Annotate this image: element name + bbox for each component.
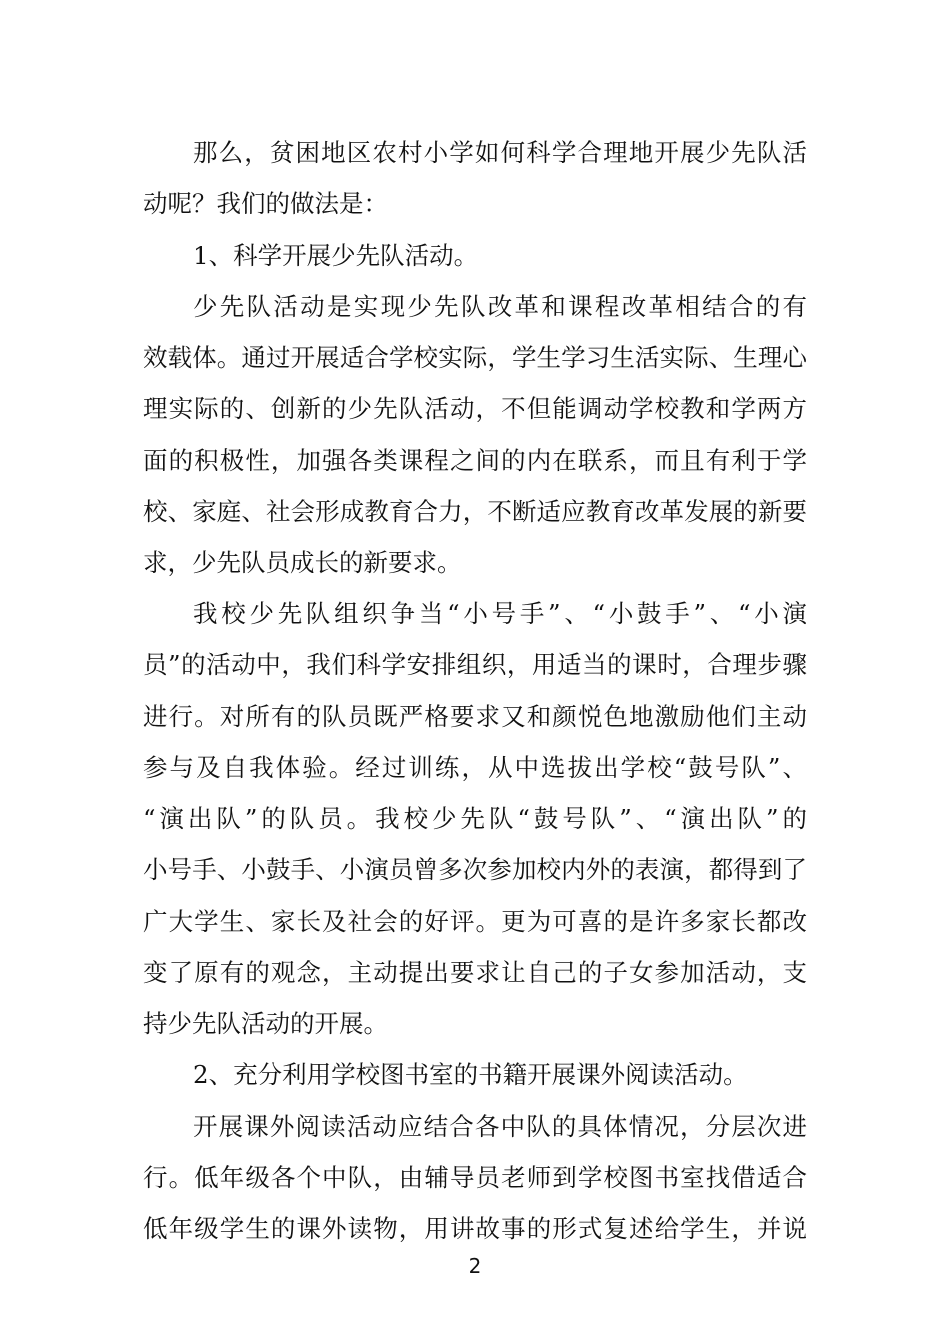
- paragraph-line: 行。低年级各个中队，由辅导员老师到学校图书室找借适合: [143, 1163, 807, 1192]
- paragraph-line: 进行。对所有的队员既严格要求又和颜悦色地激励他们主动: [143, 702, 807, 731]
- paragraph-line: 参与及自我体验。经过训练，从中选拔出学校“鼓号队”、: [143, 753, 807, 782]
- paragraph-line: 少先队活动是实现少先队改革和课程改革相结合的有: [193, 292, 807, 321]
- paragraph-line: 面的积极性，加强各类课程之间的内在联系，而且有利于学: [143, 446, 807, 475]
- paragraph-line: 动呢？我们的做法是：: [143, 189, 388, 218]
- paragraph-line: 变了原有的观念，主动提出要求让自己的子女参加活动，支: [143, 958, 807, 987]
- paragraph-line: “演出队”的队员。我校少先队“鼓号队”、“演出队”的: [143, 804, 807, 833]
- paragraph-line: 低年级学生的课外读物，用讲故事的形式复述给学生，并说: [143, 1214, 807, 1243]
- section-heading: 2、充分利用学校图书室的书籍开展课外阅读活动。: [193, 1060, 748, 1089]
- section-heading: 1、科学开展少先队活动。: [193, 241, 479, 270]
- paragraph-line: 那么，贫困地区农村小学如何科学合理地开展少先队活: [193, 138, 807, 167]
- paragraph-line: 开展课外阅读活动应结合各中队的具体情况，分层次进: [193, 1112, 807, 1141]
- paragraph-line: 广大学生、家长及社会的好评。更为可喜的是许多家长都改: [143, 907, 807, 936]
- paragraph-line: 理实际的、创新的少先队活动，不但能调动学校教和学两方: [143, 394, 807, 423]
- paragraph-line: 校、家庭、社会形成教育合力，不断适应教育改革发展的新要: [143, 497, 807, 526]
- paragraph-line: 小号手、小鼓手、小演员曾多次参加校内外的表演，都得到了: [143, 855, 807, 884]
- paragraph-line: 效载体。通过开展适合学校实际，学生学习生活实际、生理心: [143, 343, 807, 372]
- paragraph-line: 员”的活动中，我们科学安排组织，用适当的课时，合理步骤: [143, 650, 807, 679]
- page-number: 2: [468, 1254, 482, 1278]
- paragraph-line: 求，少先队员成长的新要求。: [143, 548, 462, 577]
- paragraph-line: 我校少先队组织争当“小号手”、“小鼓手”、“小演: [193, 599, 807, 628]
- paragraph-line: 持少先队活动的开展。: [143, 1009, 388, 1038]
